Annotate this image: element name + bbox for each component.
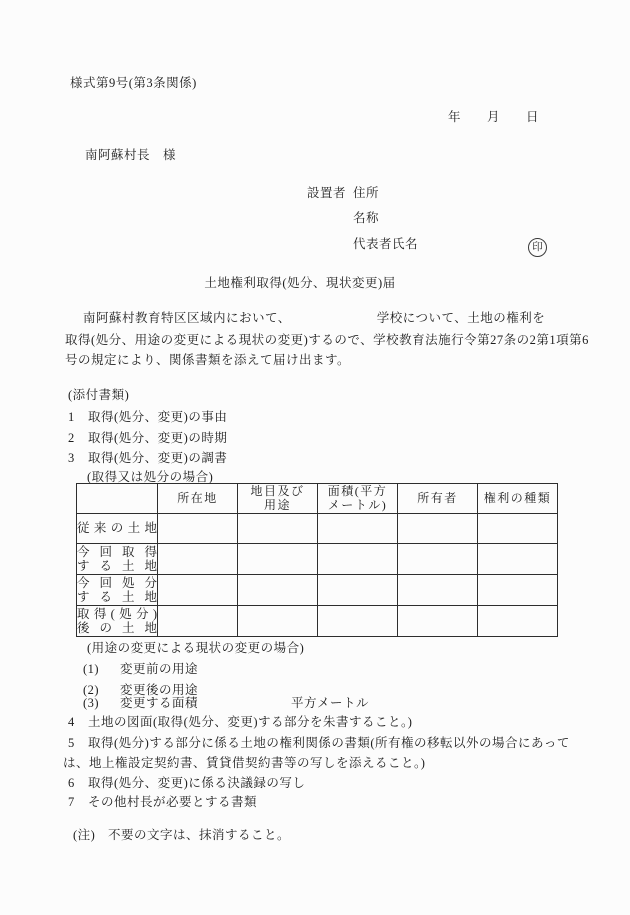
row-label: 従来の土地 [77,514,158,544]
attachment-item-7 [68,794,257,810]
header-cell-owner: 所有者 [398,484,478,514]
attachment-item-2 [68,430,227,446]
table-cell [318,606,398,637]
representative-field-label: 代表者氏名 [353,237,419,251]
table-cell [398,514,478,544]
item-text: 取得(処分、変更)の時期 [88,431,228,445]
table-cell [158,514,238,544]
table-row-acquired-land [77,544,558,575]
item-text: 土地の図面(取得(処分、変更)する部分を朱書すること。) [88,715,413,729]
attachment-item-5-continued: は、地上権設定契約書、賃貸借契約書等の写しを添えること。) [63,756,426,770]
area-unit-label: 平方メートル [291,696,370,710]
addressee: 南阿蘇村長 様 [85,148,177,162]
address-field-label: 住所 [353,186,380,200]
attachment-item-5 [68,735,570,751]
attachments-heading: (添付書類) [68,388,130,402]
table-cell [158,575,238,606]
table-cell [478,514,558,544]
header-cell-area: 面積(平方 メートル) [318,484,398,514]
table-cell [238,606,318,637]
row-label: 取得(処分) 後の土地 [77,606,157,635]
case-usage-change-label: (用途の変更による現状の変更の場合) [87,641,305,655]
body-line-2: 取得(処分、用途の変更による現状の変更)するので、学校教育法施行令第27条の2第1項第6 [65,333,589,347]
land-detail-table [76,483,558,637]
attachment-item-1 [68,409,227,425]
name-field-label: 名称 [353,211,380,225]
sub-item-1 [83,661,198,677]
item-number: 1 [68,410,75,424]
item-text: 取得(処分、変更)に係る決議録の写し [88,776,306,790]
table-cell [158,544,238,575]
attachment-item-3 [68,450,227,466]
row-label: 今回処分 する土地 [77,575,157,604]
table-cell [318,514,398,544]
applicant-role-label: 設置者 [307,186,347,200]
attachment-item-6 [68,775,305,791]
header-cell-righttype: 権利の種類 [478,484,558,514]
body-line-1 [83,310,545,326]
item-number: 5 [68,736,75,750]
sub-item-text: 変更前の用途 [120,662,199,676]
body-line1-post: 学校について、土地の権利を [376,311,546,325]
table-header-row [77,484,558,514]
table-cell [318,544,398,575]
header-cell-landuse: 地目及び 用途 [238,484,318,514]
table-cell [238,544,318,575]
table-cell [478,606,558,637]
item-text: 取得(処分、変更)の事由 [88,410,228,424]
row-label: 今回取得 する土地 [77,544,157,573]
item-text: 取得(処分、変更)の調書 [88,451,228,465]
area-value-blank [198,706,291,707]
table-row-existing-land [77,514,558,544]
table-row-after-land [77,606,558,637]
table-cell [318,575,398,606]
table-cell [158,606,238,637]
table-cell [398,575,478,606]
item-number: 4 [68,715,75,729]
sub-item-text: 変更後の用途 [120,683,199,697]
sub-item-number: (2) [83,683,100,697]
date-line: 年 月 日 [448,110,540,124]
note-text: 不要の文字は、抹消すること。 [108,828,291,842]
table-cell [238,514,318,544]
body-line-3: 号の規定により、関係書類を添えて届け出ます。 [65,353,351,367]
item-text: その他村長が必要とする書類 [88,795,258,809]
note-line [73,827,290,843]
item-number: 2 [68,431,75,445]
table-cell [398,606,478,637]
note-label: (注) [73,828,96,842]
sub-item-text: 変更する面積 [120,696,199,710]
attachment-item-4 [68,714,412,730]
item-number: 7 [68,795,75,809]
table-cell [478,575,558,606]
form-number: 様式第9号(第3条関係) [70,76,197,90]
school-name-blank [291,321,377,322]
item-text: 取得(処分)する部分に係る土地の権利関係の書類(所有権の移転以外の場合にあって [88,736,570,750]
sub-item-number: (1) [83,662,100,676]
item-number: 3 [68,451,75,465]
sub-item-3 [83,695,369,711]
sub-item-number: (3) [83,696,100,710]
table-row-disposed-land [77,575,558,606]
header-cell-empty [77,484,158,514]
seal-mark-icon: 印 [528,238,547,257]
item-number: 6 [68,776,75,790]
case-acquisition-label: (取得又は処分の場合) [87,470,214,484]
document-title: 土地権利取得(処分、現状変更)届 [204,276,396,290]
table-cell [398,544,478,575]
body-line1-pre: 南阿蘇村教育特区区域内において、 [83,311,291,325]
table-cell [238,575,318,606]
header-cell-location: 所在地 [158,484,238,514]
applicant-role-row [307,185,379,201]
table-cell [478,544,558,575]
